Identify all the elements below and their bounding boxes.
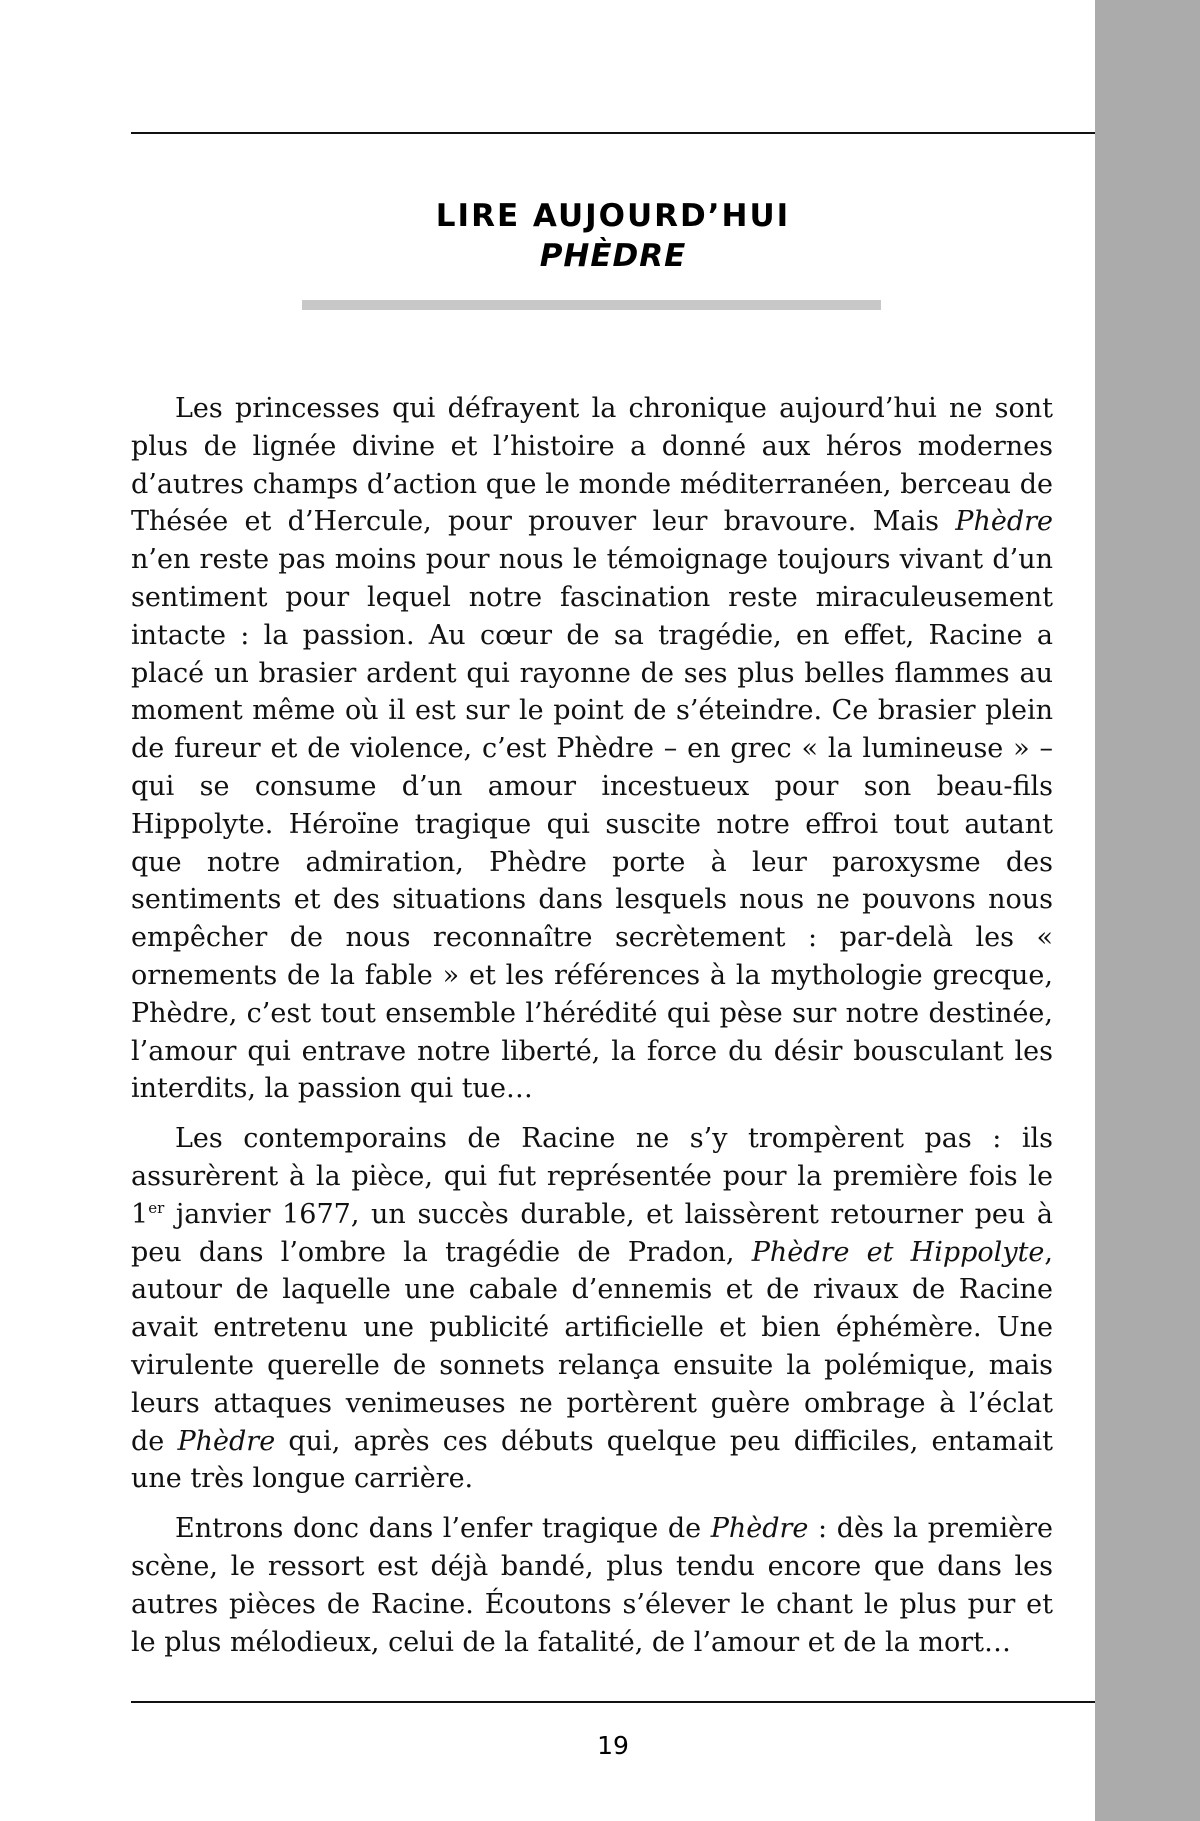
work-title: Phèdre — [710, 1513, 809, 1545]
paragraph — [131, 390, 1053, 1108]
paragraph-text: : dès la première scène, le ressort est déjà bandé, plus tendu encore que dans les autres pièces de Racine. Écoutons s’élever le chant le plus pur et le plus mélodieux, celui de la fatalité, de l’amour et de la mort… — [131, 1513, 1053, 1658]
paragraph — [131, 1510, 1053, 1661]
side-margin-band — [1095, 0, 1200, 1821]
paragraph-text: janvier 1677, un succès durable, et laissèrent retourner peu à peu dans l’ombre la tragédie de Pradon, — [131, 1198, 1053, 1268]
work-title: Phèdre — [177, 1425, 276, 1457]
page-number: 19 — [597, 1731, 629, 1760]
bottom-rule — [131, 1701, 1095, 1703]
chapter-heading — [131, 196, 1095, 276]
paragraph-text: Entrons donc dans l’enfer tragique de — [175, 1513, 711, 1545]
work-title: Phèdre et Hippolyte — [751, 1236, 1045, 1268]
heading-underline-bar — [302, 300, 881, 310]
body-text — [131, 390, 1053, 1673]
work-title: Phèdre — [955, 506, 1053, 538]
paragraph-text: qui, après ces débuts quelque peu difficiles, entamait une très longue carrière. — [131, 1425, 1053, 1495]
ordinal-suffix: er — [148, 1198, 165, 1217]
paragraph-text: , autour de laquelle une cabale d’ennemis et de rivaux de Racine avait entretenu une publicité artificielle et bien éphémère. Une virulente querelle de sonnets relança ensuite la polémique, mais leurs attaques venimeuses ne portèrent guère ombrage à l’éclat de — [131, 1236, 1053, 1457]
paragraph-text: Les contemporains de Racine ne s’y trompèrent pas : ils assurèrent à la pièce, qui fut représentée pour la première fois le 1 — [131, 1123, 1053, 1230]
paragraph — [131, 1120, 1053, 1498]
top-rule — [131, 132, 1095, 134]
paragraph-text: n’en reste pas moins pour nous le témoignage toujours vivant d’un sentiment pour lequel notre fascination reste miraculeusement intacte : la passion. Au cœur de sa tragédie, en effet, Racine a placé un brasier ardent qui rayonne de ses plus belles flammes au moment même où il est sur le point de s’éteindre. Ce brasier plein de fureur et de violence, c’est Phèdre – en grec « la lumineuse » – qui se consume d’un amour incestueux pour son beau-fils Hippolyte. Héroïne tragique qui suscite notre effroi tout autant que notre admiration, Phèdre porte à leur paroxysme des sentiments et des situations dans lesquels nous ne pouvons nous empêcher de nous reconnaître secrètement : par-delà les « ornements de la fable » et les références à la mythologie grecque, Phèdre, c’est tout ensemble l’hérédité qui pèse sur notre destinée, l’amour qui entrave notre liberté, la force du désir bousculant les interdits, la passion qui tue… — [131, 544, 1053, 1105]
paragraph-text: Les princesses qui défrayent la chronique aujourd’hui ne sont plus de lignée divine et l’histoire a donné aux héros modernes d’autres champs d’action que le monde méditerranéen, berceau de Thésée et d’Hercule, pour prouver leur bravoure. Mais — [131, 393, 1053, 538]
chapter-subtitle: PHÈDRE — [539, 238, 687, 274]
chapter-title: LIRE AUJOURD’HUI — [435, 198, 791, 234]
